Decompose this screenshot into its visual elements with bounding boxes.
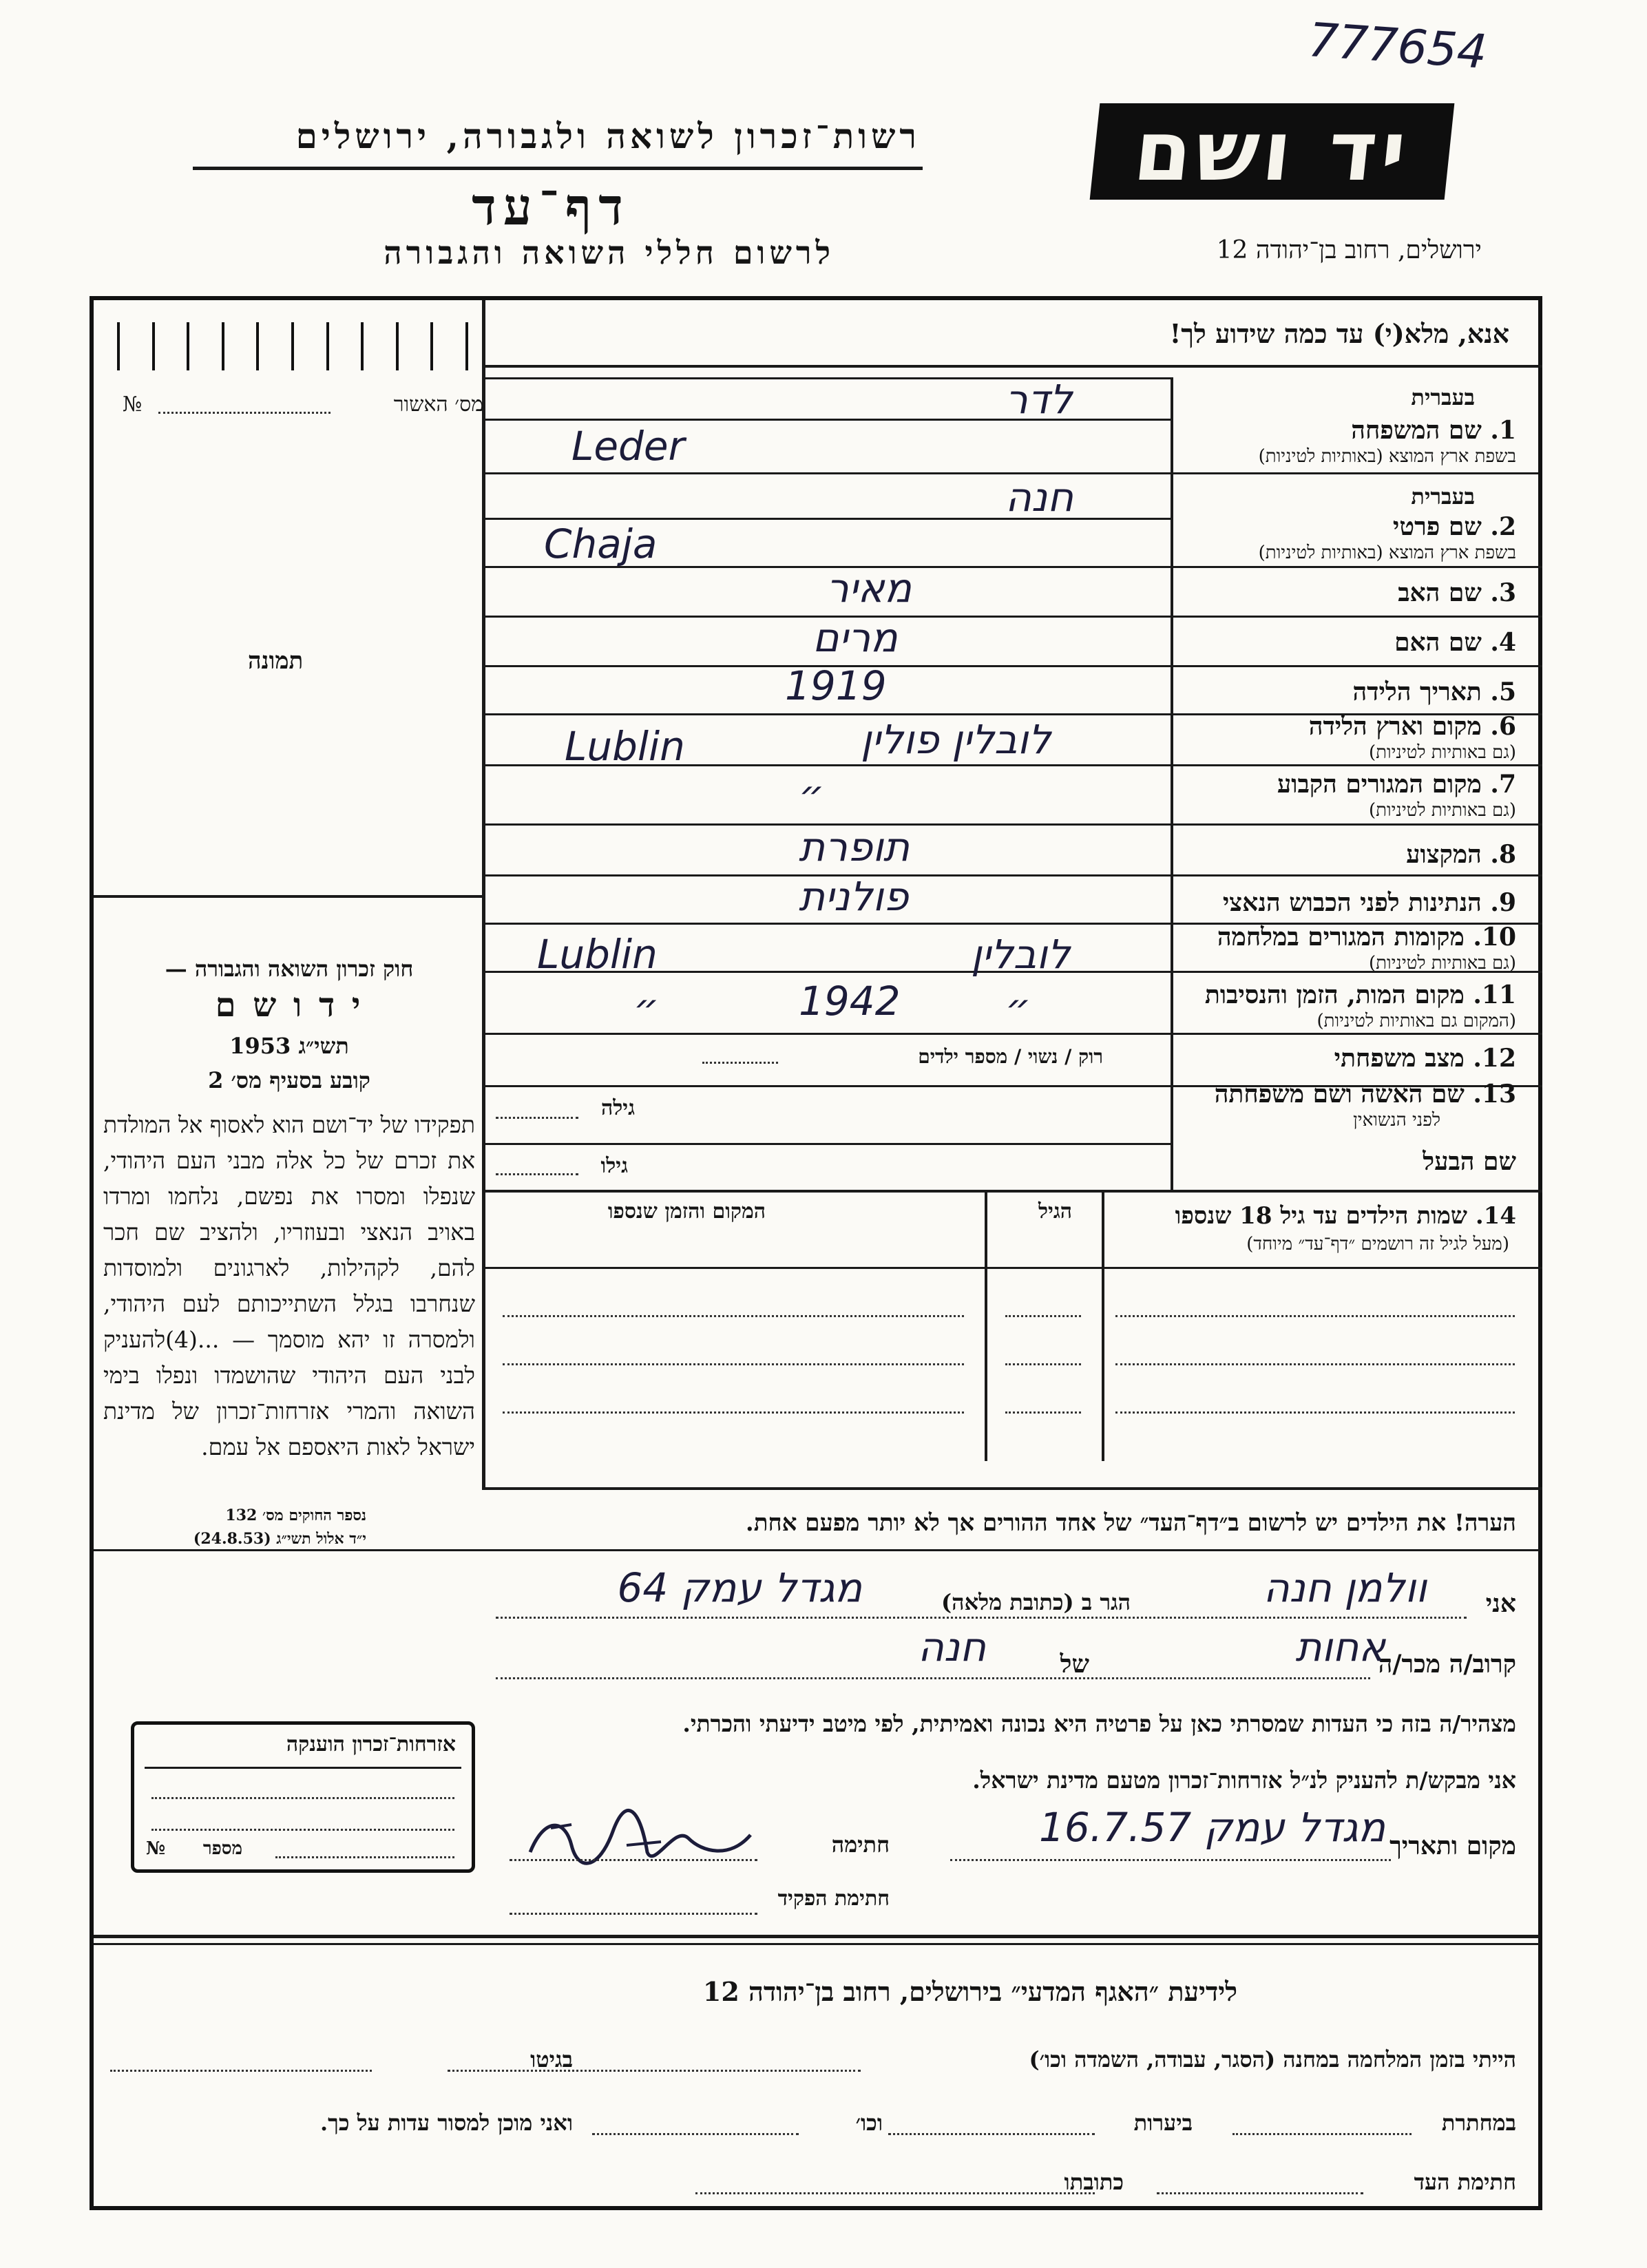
note-rule [94,1549,1540,1551]
f2-value-latin[interactable]: Chaja [544,521,658,567]
child-place-2[interactable] [503,1363,964,1365]
declarant-resident-label: הגר ב (כתובת מלאה) [941,1589,1131,1615]
barcode-marks [117,322,468,370]
signature-line [510,1859,757,1861]
f2-label: 2. שם פרטי [1392,512,1516,541]
table-header-rule [482,1267,1542,1269]
official-signature-line[interactable] [510,1913,757,1915]
institution-underline [193,167,923,170]
bottom-underground: במחתרת [1441,2110,1516,2136]
forests-field[interactable] [888,2133,1095,2135]
underground-field[interactable] [1232,2133,1412,2135]
relation-value[interactable]: אחות [1295,1624,1385,1670]
f5-label: 5. תאריך הלידה [1352,678,1516,706]
f1-value-hebrew[interactable]: לדר [1005,376,1073,423]
f2-hebrew-label: בעברית [1411,483,1475,510]
f2-value-hebrew[interactable]: חנה [1005,474,1074,521]
stamp-no-mark: № [146,1838,166,1859]
husband-age-label: גילו [600,1154,628,1178]
bottom-etc: וכו׳ [855,2110,883,2136]
child-age-1[interactable] [1005,1315,1081,1317]
declarant-signature [523,1804,757,1880]
f1-latin-label: בשפת ארץ המוצא (באותיות לטיניות) [1258,446,1516,467]
f13-age-field[interactable] [496,1117,578,1119]
label-column-divider [1171,377,1173,1190]
declarant-line-2 [496,1677,1370,1679]
form-subtitle: לרשום חללי השואה והגבורה [384,234,835,271]
f8-label: 8. המקצוע [1406,840,1516,869]
instructions-rule [482,365,1542,368]
declarant-name[interactable]: וולמן חנה [1263,1564,1427,1611]
ghetto-field[interactable] [110,2070,372,2072]
row-line [482,616,1542,618]
institution-address: ירושלים, רחוב בן־יהודה 12 [1216,236,1482,264]
row-line [482,665,1542,667]
stamp-rule [145,1767,461,1769]
f11-value-ditto[interactable]: ״ [633,985,660,1031]
child-row-2[interactable] [1115,1363,1515,1365]
f9-label: 9. הנתינות לפני הכבוש הנאצי [1222,888,1516,917]
f3-value[interactable]: מאיר [826,565,912,611]
f3-label: 3. שם האב [1398,578,1516,607]
f4-value[interactable]: מרים [812,614,898,661]
photo-label: תמונה [248,647,304,675]
children-note: הערה! את הילדים יש לרשום ב״דף־העד״ של אחד ההורים אך לא יותר מפעם אחת. [745,1509,1516,1537]
witness-address-label: כתובתו [1064,2169,1124,2195]
logo-text: יד ושם [1129,103,1415,200]
of-value[interactable]: חנה [917,1624,986,1670]
approval-number-field[interactable] [158,412,331,414]
f12-children-count-field[interactable] [702,1062,778,1064]
law-year: תשי״ג 1953 [229,1033,349,1059]
f10-value-latin[interactable]: Lublin [537,931,658,978]
f6-value-hebrew[interactable]: לובלין פולין [861,716,1051,763]
f6-label: 6. מקום וארץ הלידה [1308,712,1516,741]
f11-sub-label: (המקום גם באותיות לטיניות) [1316,1011,1516,1031]
bottom-title: לידיעת ״האגף המדעי״ בירושלים, רחוב בן־יהודה 12 [702,1976,1237,2007]
row-line [482,823,1542,826]
stamp-number-label: מספר [202,1838,242,1859]
children-table-label: 14. שמות הילדים עד גיל 18 שנספו [1175,1202,1516,1230]
approval-no-mark: № [123,392,143,417]
table-col-divider [985,1193,987,1461]
gazette-number: נספר החוקים מס׳ 132 [225,1506,366,1524]
f6-value-latin[interactable]: Lublin [565,723,685,770]
stamp-title: אזרחות־זכרון הוענקה [286,1732,456,1756]
f1-value-latin[interactable]: Leder [571,423,685,470]
row-line [1173,472,1538,474]
children-table-sub: (מעל לגיל זה רושמים ״דף־עד״ מיוחד) [1246,1234,1509,1254]
row-line [482,874,1542,876]
bottom-forests: ביערות [1133,2110,1193,2136]
f10-value-hebrew[interactable]: לובלין [971,931,1071,978]
yad-vashem-logo [1090,103,1455,200]
left-panel-divider [482,300,485,1490]
witness-signature-field[interactable] [1157,2192,1363,2194]
row-line [482,1143,1171,1145]
bottom-testimony: ואני מוכן למסור עדות על כך. [319,2110,573,2136]
stamp-line-2 [151,1829,454,1831]
table-col-divider [1102,1193,1104,1461]
child-place-3[interactable] [503,1411,964,1414]
stamp-number-field[interactable] [275,1856,454,1858]
child-place-1[interactable] [503,1315,964,1317]
child-age-2[interactable] [1005,1363,1081,1365]
f8-value[interactable]: תופרת [799,823,910,870]
f10-label: 10. מקומות המגורים במלחמה [1217,923,1516,952]
witness-signature-label: חתימת העד [1414,2169,1516,2195]
witness-address-field[interactable] [695,2192,1095,2194]
form-title: דף־עד [472,178,630,237]
f12-label: 12. מצב משפחתי [1334,1044,1516,1073]
bottom-line1: הייתי בזמן המלחמה במחנה (הסגר, עבודה, השמדה וכו׳) [1029,2046,1516,2072]
instructions: אנא, מלא(י) עד כמה שידוע לך! [1169,318,1509,349]
row-line [482,1190,1542,1193]
institution-name: רשות־זכרון לשואה ולגבורה, ירושלים [295,116,921,156]
f4-label: 4. שם האם [1394,628,1516,657]
f12-options[interactable]: רוק / נשוי / מספר ילדים [918,1045,1103,1068]
stamp-line-1 [151,1797,454,1799]
signature-label: חתימה [831,1831,890,1858]
law-body: תפקידו של יד־ושם הוא לאסוף אל המולדת את זכרם של כל אלה מבני העם היהודי, שנפלו ומסרו את נפשם, נלחמו ומרדו באויב הנאצי ובעוזריו, ולהציב שם חכר להם, לקהילות, לארגונים ולמוסדות שנחרבו בגלל השתייכותם לעם היהודי, ולמסרה זו יהא מוסמך — ...(4)להעניק לבני העם היהודי שהושמדו ונפלו בימי השואה והמרי אזרחות־זכרון של מדינת ישראל לאות היאספם אל עמם. [103,1111,475,1460]
of-label: של [1060,1650,1089,1679]
f7-sub-label: (גם באותיות לטיניות) [1368,800,1516,821]
f7-value[interactable]: ״ [799,771,825,818]
col-age-header: הגיל [1038,1199,1072,1224]
declarant-ani: אני [1485,1589,1516,1618]
official-signature-label: חתימת הפקיד [777,1887,890,1911]
bottom-line1-end: בגיטו [530,2046,573,2072]
child-row-3[interactable] [1115,1411,1515,1414]
f2-latin-label: בשפת ארץ המוצא (באותיות לטיניות) [1258,543,1516,563]
f5-value[interactable]: 1919 [785,662,887,709]
husband-label: שם הבעל [1423,1147,1516,1176]
declaration-text: מצהיר/ה בזה כי העדות שמסרתי כאן על פרטיה היא נכונה ואמיתית, לפי מיטב ידיעתי והכרתי. [682,1710,1516,1737]
f11-label: 11. מקום המות, הזמן והנסיבות [1204,980,1516,1009]
f13-age-label: גילה [600,1096,635,1120]
place-date-value[interactable]: מגדל עמק 16.7.57 [1038,1804,1385,1851]
law-clause: קובע בסעיף מס׳ 2 [208,1067,370,1093]
relative-label: קרוב/ה מכר/ה [1378,1650,1516,1679]
f13-sub-label: לפני הנשואין [1353,1110,1440,1131]
f1-label: 1. שם המשפחה [1351,416,1516,445]
f1-hebrew-label: בעברית [1411,384,1475,410]
photo-area-rule [94,895,482,898]
request-text: אני מבקש/ת להעניק לנ״ל אזרחות־זכרון מטעם מדינת ישראל. [972,1767,1516,1794]
place-date-label: מקום ותאריך [1389,1831,1516,1860]
declarant-address[interactable]: מגדל עמק 64 [617,1564,862,1611]
child-age-3[interactable] [1005,1411,1081,1414]
bottom-divider-2 [94,1943,1540,1945]
declarant-line-1 [496,1617,1467,1619]
place-date-line [950,1859,1391,1861]
archive-number: 777654 [1306,13,1489,80]
bottom-divider [94,1935,1540,1938]
f13-label: 13. שם האשה ושם משפחתה [1214,1080,1516,1109]
table-bottom-rule [482,1487,1542,1490]
law-title: חוק זכרון השואה והגבורה — [165,956,414,982]
f11-value-ditto-2[interactable]: ״ [1005,985,1031,1031]
col-place-header: המקום והזמן שנספו [607,1199,766,1224]
child-row-1[interactable] [1115,1315,1515,1317]
law-logo: י ד ו ש ם [215,986,364,1025]
camp-field[interactable] [448,2070,861,2072]
etc-field[interactable] [592,2133,799,2135]
gazette-date: י״ד אלול תשי״ג (24.8.53) [193,1530,366,1548]
approval-number-label: מס׳ האשור [393,392,483,417]
f9-value[interactable]: פולנית [799,873,909,920]
f11-value[interactable]: 1942 [799,978,901,1025]
f6-sub-label: (גם באותיות לטיניות) [1368,742,1516,763]
row-line [482,1033,1542,1035]
f10-sub-label: (גם באותיות לטיניות) [1368,953,1516,974]
husband-age-field[interactable] [496,1173,578,1175]
f7-label: 7. מקום המגורים הקבוע [1277,770,1516,799]
